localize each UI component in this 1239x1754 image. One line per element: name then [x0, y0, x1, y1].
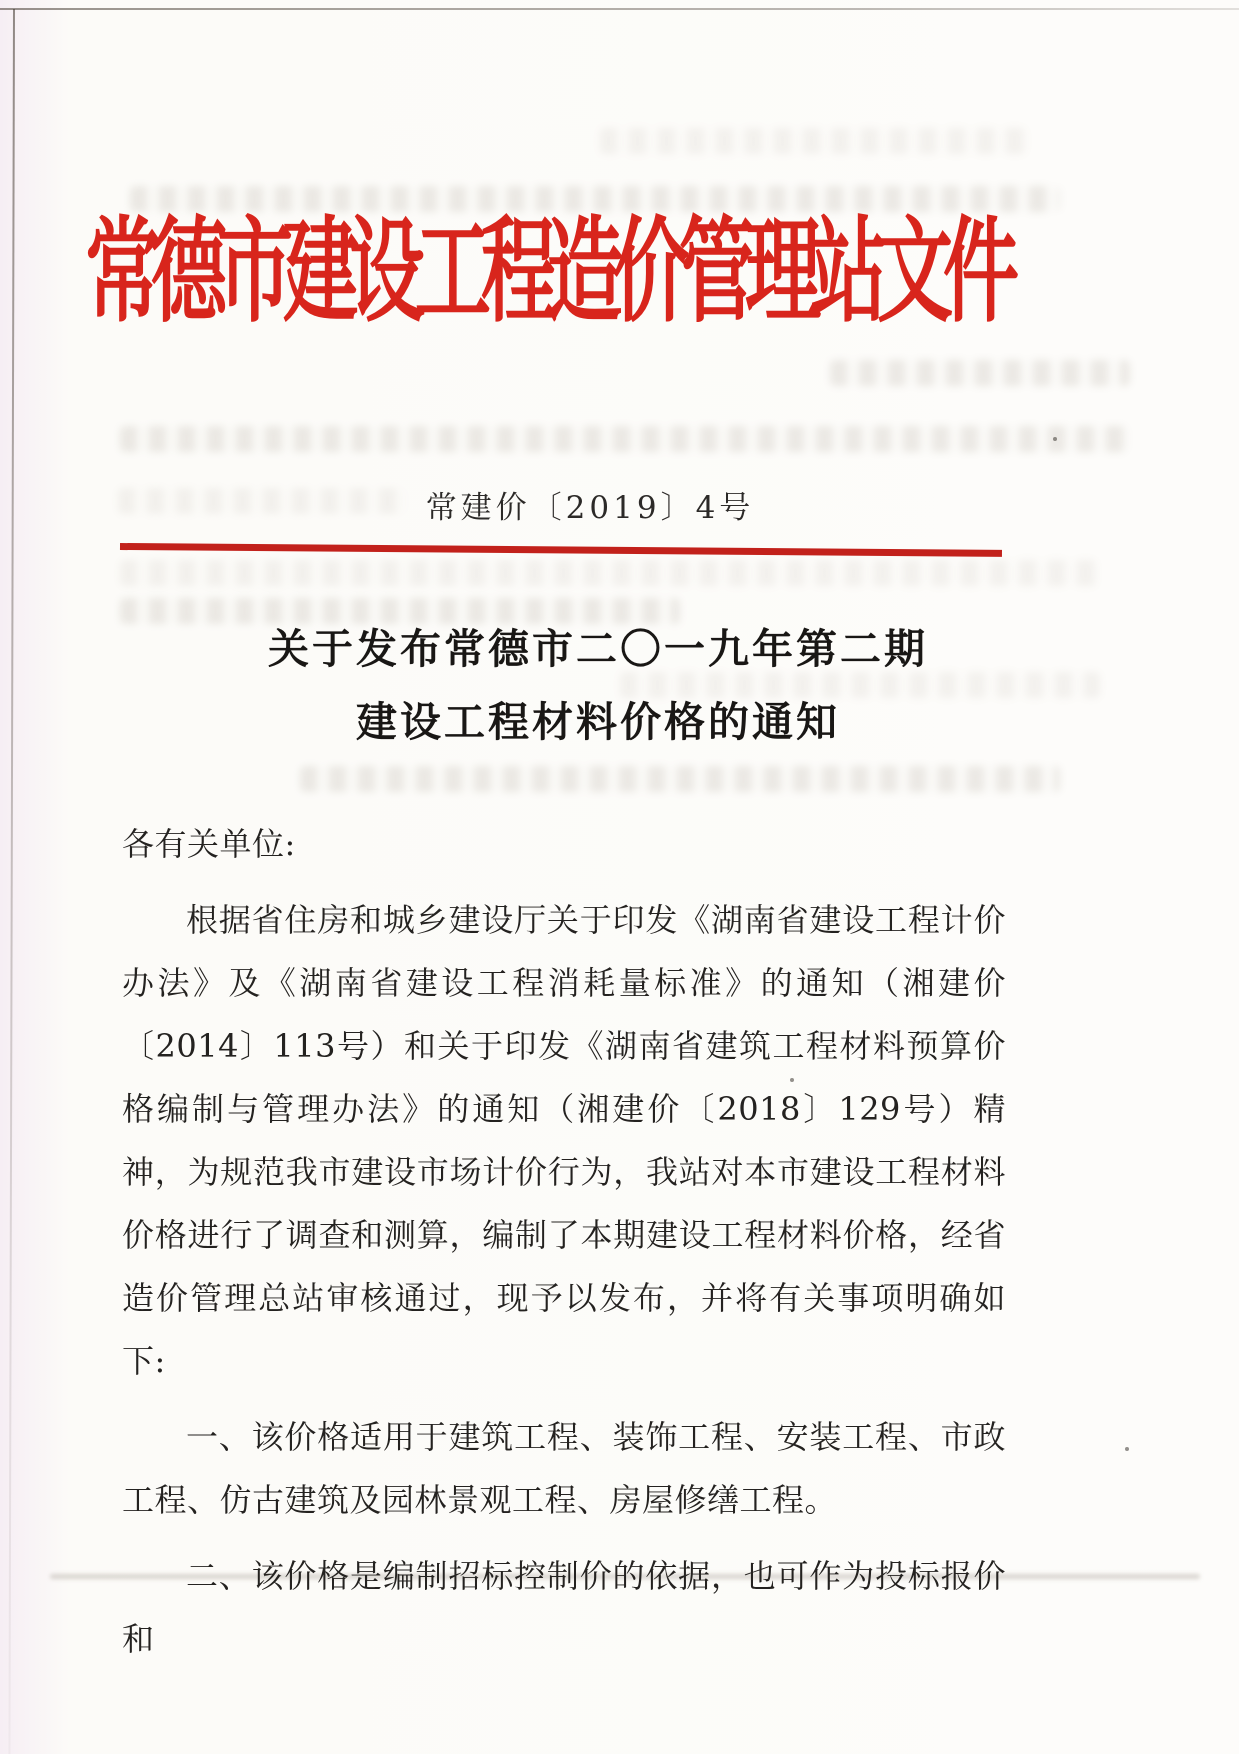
red-divider-rule	[120, 543, 1002, 557]
bleed-through-smudge	[830, 360, 1130, 386]
scan-speck	[1125, 1447, 1129, 1451]
scan-speck	[1053, 437, 1057, 441]
notice-title	[156, 613, 1040, 759]
paragraph: 一、该价格适用于建筑工程、装饰工程、安装工程、市政工程、仿古建筑及园林景观工程、房屋修缮工程。	[122, 1418, 1006, 1519]
bleed-through-smudge	[120, 426, 1130, 452]
bleed-through-smudge	[300, 766, 1060, 792]
document-body	[122, 813, 1006, 1671]
salutation: 各有关单位:	[122, 825, 296, 863]
notice-title-line2: 建设工程材料价格的通知	[356, 699, 840, 745]
paragraph: 二、该价格是编制招标控制价的依据，也可作为投标报价和	[122, 1557, 1006, 1658]
paragraph: 根据省住房和城乡建设厅关于印发《湖南省建设工程计价办法》及《湖南省建设工程消耗量标准》的通知（湘建价〔2014〕113号）和关于印发《湖南省建筑工程材料预算价格编制与管理办法》的通知（湘建价〔2018〕129号）精神，为规范我市建设市场计价行为，我站对本市建设工程材料价格进行了调查和测算，编制了本期建设工程材料价格，经省造价管理总站审核通过，现予以发布，并将有关事项明确如下:	[122, 901, 1006, 1380]
document-number: 常建价〔2019〕4号	[425, 490, 755, 526]
scan-edge-line-top	[0, 8, 1239, 10]
letterhead-title: 常德市建设工程造价管理站文件	[85, 204, 1009, 338]
scan-fold-line-left	[8, 9, 15, 1754]
notice-title-line1: 关于发布常德市二〇一九年第二期	[268, 626, 928, 672]
bleed-through-smudge	[120, 560, 1100, 586]
bleed-through-smudge	[600, 128, 1030, 154]
